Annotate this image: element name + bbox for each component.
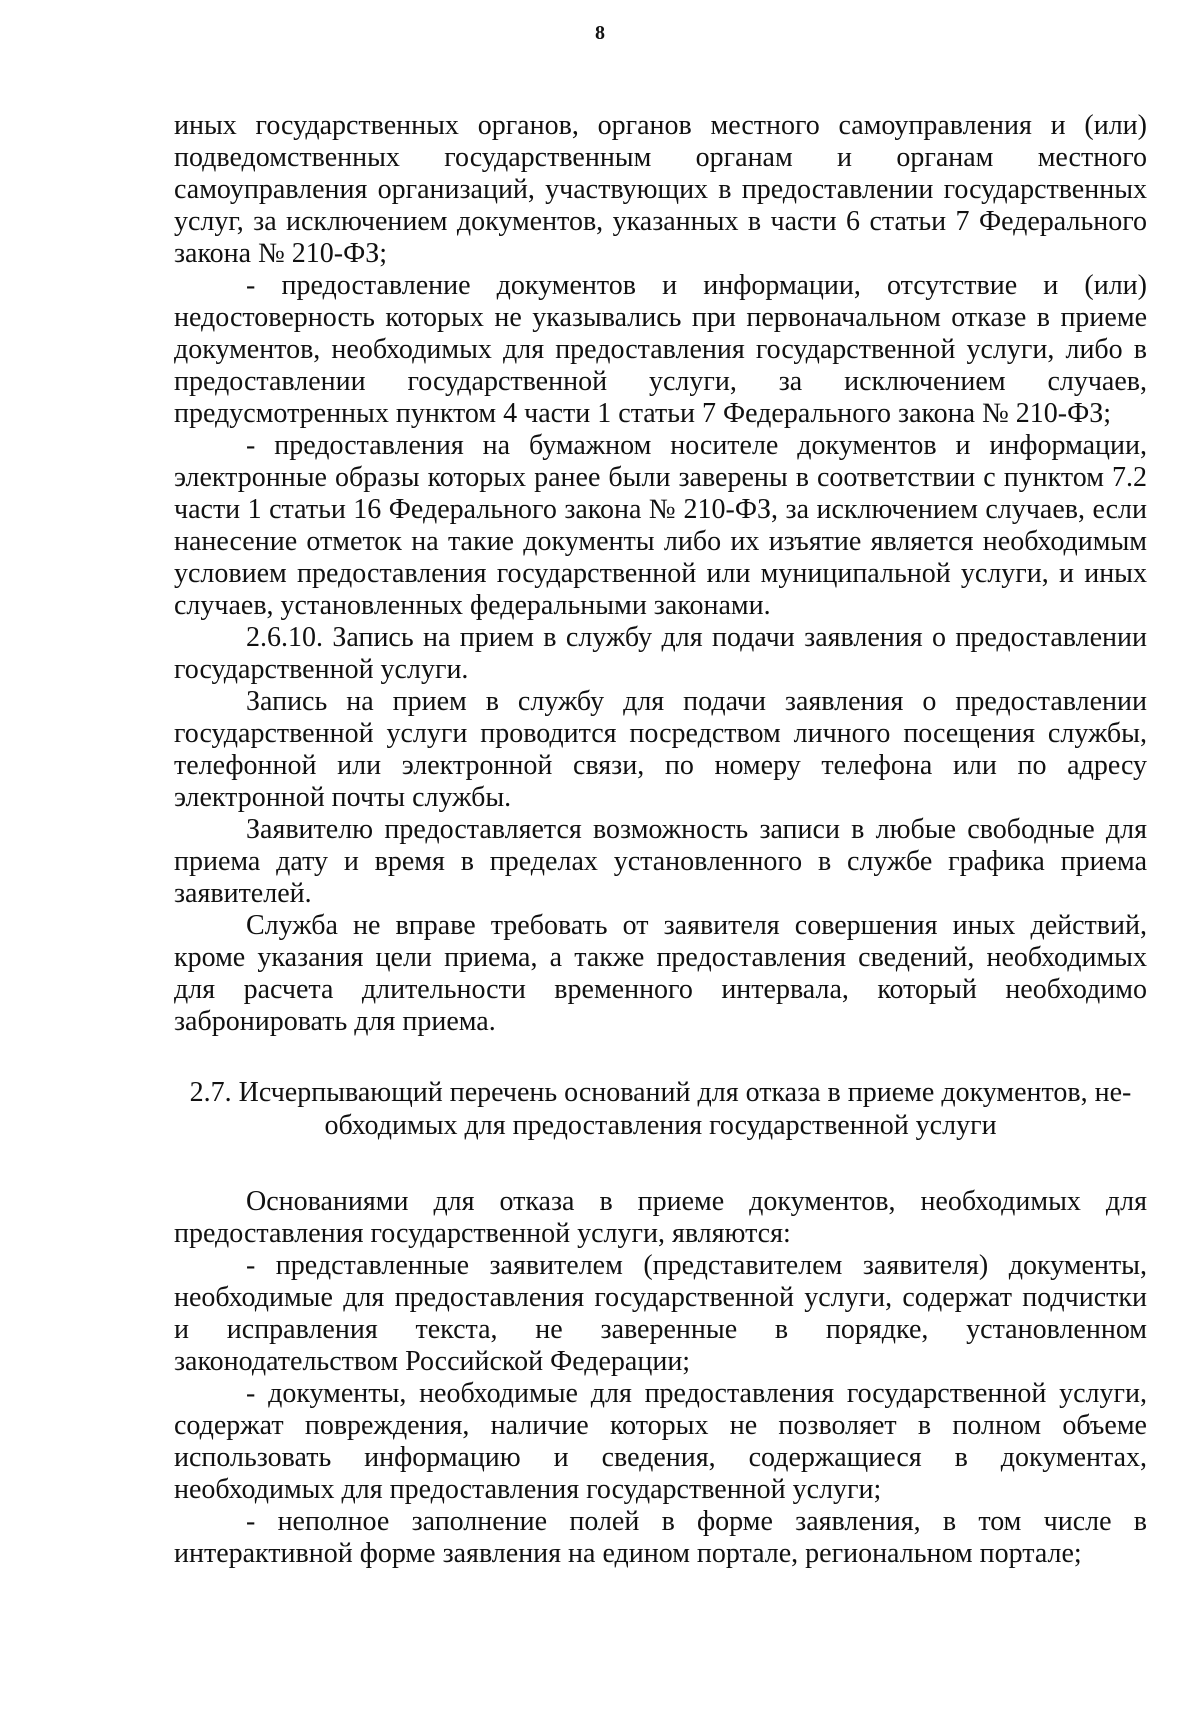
section-heading [174,1076,1147,1142]
page-number: 8 [595,22,605,44]
section-heading-line: обходимых для предоставления государственной услуги [324,1110,997,1141]
paragraph: - неполное заполнение полей в форме заявления, в том числе в интерактивной форме заявления на едином портале, региональном портале; [174,1506,1147,1569]
paragraph: - представленные заявителем (представителем заявителя) документы, необходимые для предоставления государственной услуги, содержат подчистки и исправления текста, не заверенные в порядке, установленном законодательством Российской Федерации; [174,1250,1147,1377]
paragraphs-before [174,110,1147,1038]
paragraphs-after [174,1186,1147,1570]
paragraph: Заявителю предоставляется возможность записи в любые свободные для приема дату и время в пределах установленного в службе графика приема заявителей. [174,814,1147,909]
paragraph: иных государственных органов, органов местного самоуправления и (или) подведомственных государственным органам и органам местного самоуправления организаций, участвующих в предоставлении государственных услуг, за исключением документов, указанных в части 6 статьи 7 Федерального закона № 210-ФЗ; [174,110,1147,269]
section-heading-line: 2.7. Исчерпывающий перечень оснований для отказа в приеме документов, не- [189,1077,1132,1108]
paragraph: Основаниями для отказа в приеме документов, необходимых для предоставления государственной услуги, являются: [174,1186,1147,1249]
paragraph: 2.6.10. Запись на прием в службу для подачи заявления о предоставлении государственной услуги. [174,622,1147,685]
paragraph: - документы, необходимые для предоставления государственной услуги, содержат повреждения, наличие которых не позволяет в полном объеме использовать информацию и сведения, содержащиеся в документах, необходимых для предоставления государственной услуги; [174,1378,1147,1505]
paragraph: - предоставление документов и информации, отсутствие и (или) недостоверность которых не указывались при первоначальном отказе в приеме документов, необходимых для предоставления государственной услуги, либо в предоставлении государственной услуги, за исключением случаев, предусмотренных пунктом 4 части 1 статьи 7 Федерального закона № 210-ФЗ; [174,270,1147,429]
paragraph: Служба не вправе требовать от заявителя совершения иных действий, кроме указания цели приема, а также предоставления сведений, необходимых для расчета длительности временного интервала, который необходимо забронировать для приема. [174,910,1147,1037]
paragraph: Запись на прием в службу для подачи заявления о предоставлении государственной услуги проводится посредством личного посещения службы, телефонной или электронной связи, по номеру телефона или по адресу электронной почты службы. [174,686,1147,813]
paragraph: - предоставления на бумажном носителе документов и информации, электронные образы которых ранее были заверены в соответствии с пунктом 7.2 части 1 статьи 16 Федерального закона № 210-ФЗ, за исключением случаев, если нанесение отметок на такие документы либо их изъятие является необходимым условием предоставления государственной или муниципальной услуги, и иных случаев, установленных федеральными законами. [174,430,1147,621]
document-body [174,110,1147,1570]
